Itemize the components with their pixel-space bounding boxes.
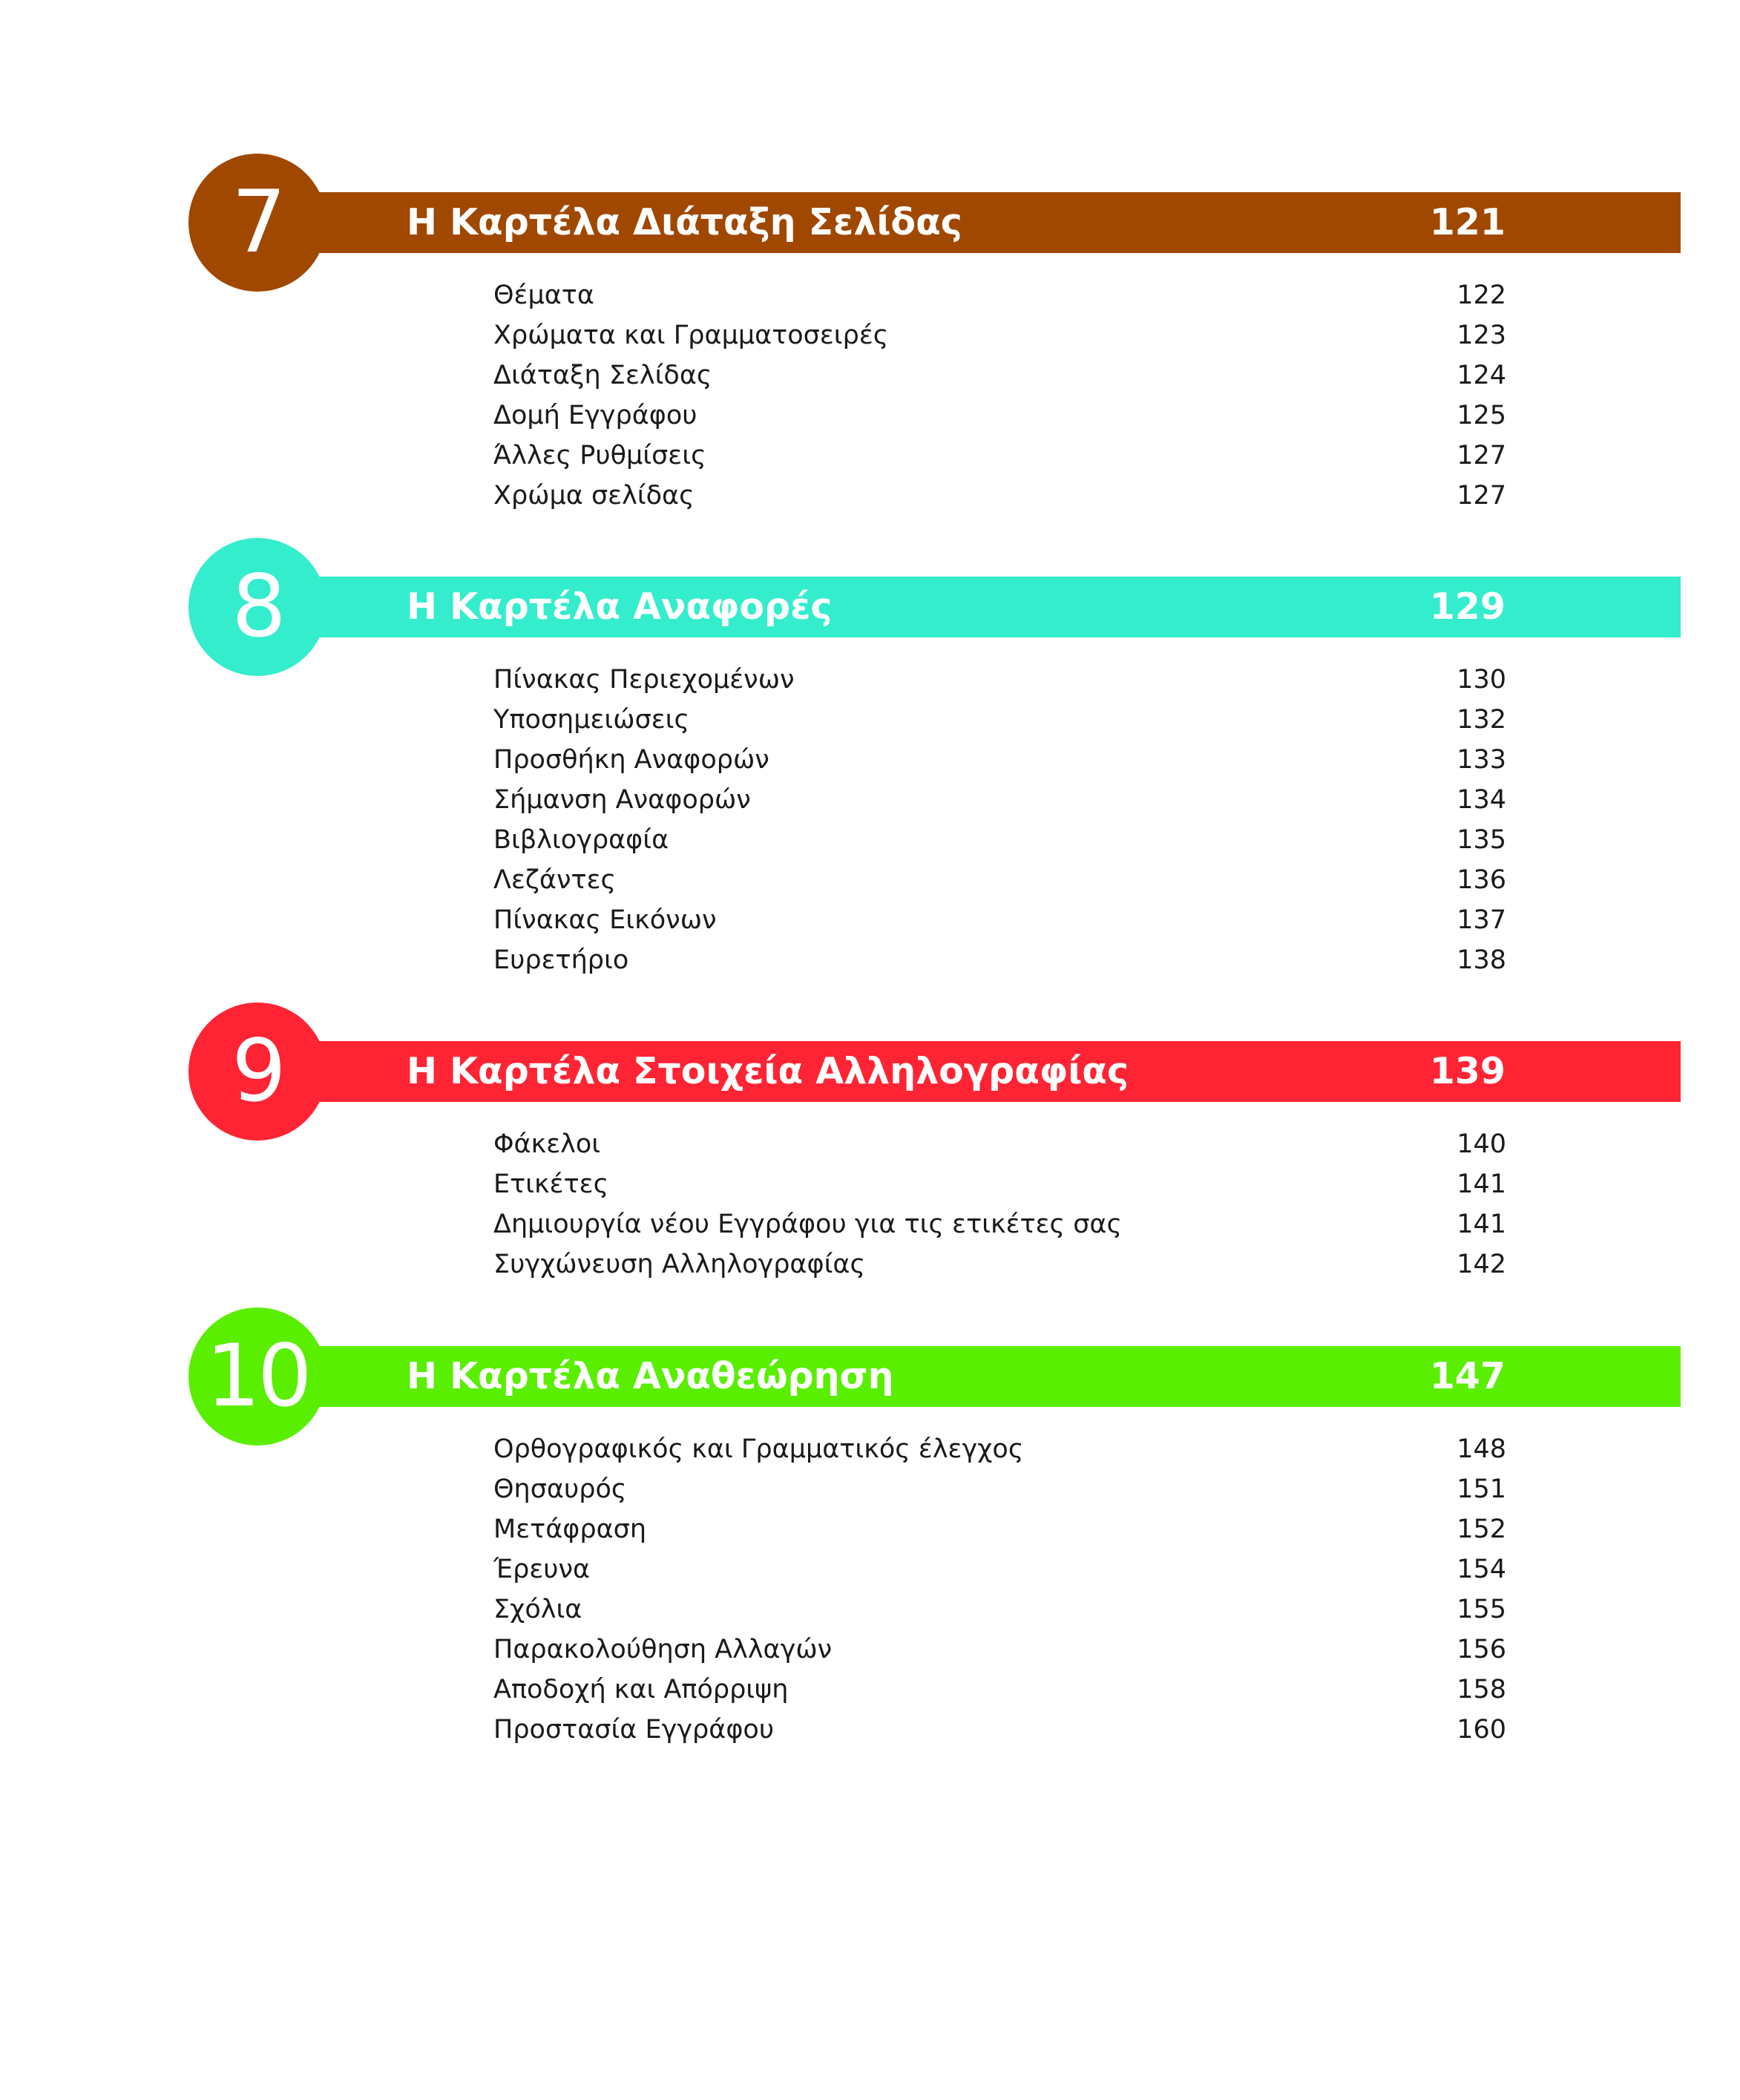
entry-page-number: 132 bbox=[1457, 705, 1506, 735]
entry-page-number: 135 bbox=[1457, 825, 1506, 855]
chapter-entries bbox=[493, 1124, 1506, 1284]
entry-title: Μετάφραση bbox=[493, 1515, 647, 1544]
toc-entry[interactable] bbox=[493, 1164, 1506, 1204]
chapter-number-badge: 7 bbox=[188, 154, 326, 292]
entry-title: Ετικέτες bbox=[493, 1169, 609, 1199]
entry-title: Παρακολούθηση Αλλαγών bbox=[493, 1635, 833, 1664]
toc-entry[interactable] bbox=[493, 900, 1506, 940]
chapter-page-number: 139 bbox=[1429, 1050, 1506, 1092]
toc-entry[interactable] bbox=[493, 1429, 1506, 1469]
toc-entry[interactable] bbox=[493, 396, 1506, 436]
toc-entry[interactable] bbox=[493, 820, 1506, 860]
entry-page-number: 158 bbox=[1457, 1675, 1506, 1704]
chapter-title[interactable]: Η Καρτέλα Αναφορές bbox=[407, 585, 833, 628]
entry-title: Έρευνα bbox=[493, 1555, 591, 1584]
entry-title: Χρώμα σελίδας bbox=[493, 481, 695, 511]
entry-title: Ορθογραφικός και Γραμματικός έλεγχος bbox=[493, 1434, 1024, 1464]
toc-entry[interactable] bbox=[493, 660, 1506, 700]
toc-entry[interactable] bbox=[493, 436, 1506, 476]
chapter-number-badge: 8 bbox=[188, 538, 326, 676]
entry-title: Άλλες Ρυθμίσεις bbox=[493, 441, 706, 470]
entry-page-number: 133 bbox=[1457, 745, 1506, 775]
entry-title: Δομή Εγγράφου bbox=[493, 401, 697, 430]
entry-title: Λεζάντες bbox=[493, 865, 617, 895]
chapter-title[interactable]: Η Καρτέλα Στοιχεία Αλληλογραφίας bbox=[407, 1050, 1129, 1092]
entry-page-number: 124 bbox=[1457, 361, 1506, 390]
entry-title: Ευρετήριο bbox=[493, 945, 629, 975]
entry-title: Προστασία Εγγράφου bbox=[493, 1715, 775, 1745]
entry-title: Βιβλιογραφία bbox=[493, 825, 669, 855]
entry-page-number: 136 bbox=[1457, 865, 1506, 895]
entry-page-number: 148 bbox=[1457, 1434, 1506, 1464]
chapter-title[interactable]: Η Καρτέλα Διάταξη Σελίδας bbox=[407, 201, 962, 243]
chapter-entries bbox=[493, 660, 1506, 980]
entry-title: Θησαυρός bbox=[493, 1474, 627, 1504]
toc-entry[interactable] bbox=[493, 1589, 1506, 1630]
entry-title: Διάταξη Σελίδας bbox=[493, 361, 712, 390]
entry-page-number: 130 bbox=[1457, 665, 1506, 695]
entry-page-number: 156 bbox=[1457, 1635, 1506, 1664]
toc-entry[interactable] bbox=[493, 740, 1506, 780]
entry-page-number: 151 bbox=[1457, 1474, 1506, 1504]
entry-title: Πίνακας Εικόνων bbox=[493, 905, 717, 935]
toc-entry[interactable] bbox=[493, 1630, 1506, 1670]
toc-entry[interactable] bbox=[493, 1670, 1506, 1710]
entry-title: Υποσημειώσεις bbox=[493, 705, 690, 735]
entry-title: Χρώματα και Γραμματοσειρές bbox=[493, 321, 889, 350]
entry-page-number: 137 bbox=[1457, 905, 1506, 935]
chapter-entries bbox=[493, 1429, 1506, 1750]
entry-page-number: 127 bbox=[1457, 441, 1506, 470]
entry-title: Δημιουργία νέου Εγγράφου για τις ετικέτες σας bbox=[493, 1210, 1123, 1239]
entry-page-number: 160 bbox=[1457, 1715, 1506, 1745]
entry-page-number: 155 bbox=[1457, 1595, 1506, 1624]
toc-entry[interactable] bbox=[493, 1549, 1506, 1589]
toc-entry[interactable] bbox=[493, 476, 1506, 516]
toc-entry[interactable] bbox=[493, 275, 1506, 315]
toc-entry[interactable] bbox=[493, 315, 1506, 355]
entry-title: Σήμανση Αναφορών bbox=[493, 785, 751, 815]
entry-title: Πίνακας Περιεχομένων bbox=[493, 665, 795, 695]
toc-entry[interactable] bbox=[493, 780, 1506, 820]
entry-page-number: 125 bbox=[1457, 401, 1506, 430]
entry-page-number: 140 bbox=[1457, 1129, 1506, 1159]
chapter-number-badge: 10 bbox=[188, 1307, 326, 1446]
entry-page-number: 141 bbox=[1457, 1210, 1506, 1239]
chapter-page-number: 129 bbox=[1429, 585, 1506, 628]
chapter-page-number: 121 bbox=[1429, 201, 1506, 243]
chapter-page-number: 147 bbox=[1429, 1355, 1506, 1397]
entry-page-number: 141 bbox=[1457, 1169, 1506, 1199]
toc-entry[interactable] bbox=[493, 1204, 1506, 1244]
toc-entry[interactable] bbox=[493, 860, 1506, 900]
entry-page-number: 152 bbox=[1457, 1515, 1506, 1544]
entry-page-number: 122 bbox=[1457, 280, 1506, 310]
entry-page-number: 134 bbox=[1457, 785, 1506, 815]
entry-title: Φάκελοι bbox=[493, 1129, 601, 1159]
toc-entry[interactable] bbox=[493, 1469, 1506, 1509]
entry-page-number: 127 bbox=[1457, 481, 1506, 511]
toc-entry[interactable] bbox=[493, 940, 1506, 980]
entry-title: Σχόλια bbox=[493, 1595, 582, 1624]
chapter-number-badge: 9 bbox=[188, 1003, 326, 1141]
toc-entry[interactable] bbox=[493, 355, 1506, 396]
toc-entry[interactable] bbox=[493, 700, 1506, 740]
entry-page-number: 123 bbox=[1457, 321, 1506, 350]
toc-entry[interactable] bbox=[493, 1710, 1506, 1750]
chapter-entries bbox=[493, 275, 1506, 516]
entry-page-number: 138 bbox=[1457, 945, 1506, 975]
chapter-title[interactable]: Η Καρτέλα Αναθεώρηση bbox=[407, 1355, 894, 1397]
toc-entry[interactable] bbox=[493, 1124, 1506, 1164]
entry-page-number: 154 bbox=[1457, 1555, 1506, 1584]
toc-entry[interactable] bbox=[493, 1244, 1506, 1284]
entry-title: Θέματα bbox=[493, 280, 594, 310]
entry-title: Προσθήκη Αναφορών bbox=[493, 745, 769, 775]
toc-entry[interactable] bbox=[493, 1509, 1506, 1549]
entry-page-number: 142 bbox=[1457, 1250, 1506, 1279]
entry-title: Αποδοχή και Απόρριψη bbox=[493, 1675, 789, 1704]
entry-title: Συγχώνευση Αλληλογραφίας bbox=[493, 1250, 866, 1279]
